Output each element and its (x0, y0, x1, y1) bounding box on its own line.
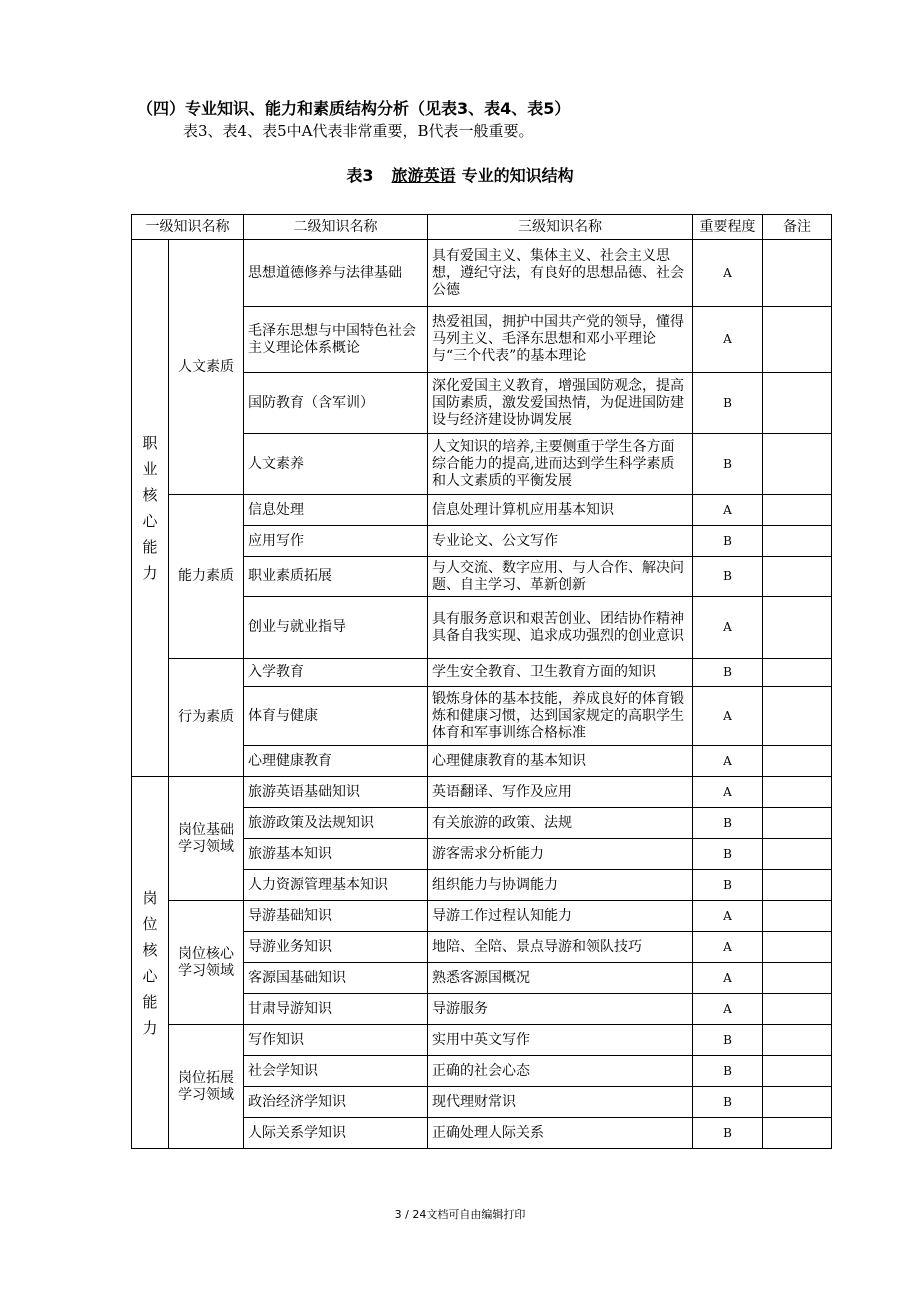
knowledge-description: 英语翻译、写作及应用 (428, 777, 693, 808)
knowledge-name: 入学教育 (244, 659, 428, 687)
knowledge-name: 信息处理 (244, 495, 428, 526)
remark-cell (763, 373, 832, 434)
knowledge-name: 客源国基础知识 (244, 963, 428, 994)
table-body (132, 240, 832, 1149)
knowledge-name: 旅游基本知识 (244, 839, 428, 870)
importance-note: 表3、表4、表5中A代表非常重要，B代表一般重要。 (183, 122, 534, 140)
remark-cell (763, 963, 832, 994)
knowledge-description: 热爱祖国，拥护中国共产党的领导，懂得马列主义、毛泽东思想和邓小平理论与“三个代表”的基本理论 (428, 307, 693, 373)
section-heading: （四）专业知识、能力和素质结构分析（见表3、表4、表5） (137, 99, 571, 118)
knowledge-name: 人力资源管理基本知识 (244, 870, 428, 901)
level1-label: 职业核心能力 (142, 434, 158, 582)
knowledge-name: 旅游英语基础知识 (244, 777, 428, 808)
table-header-row (132, 215, 832, 240)
remark-cell (763, 777, 832, 808)
importance-level: B (693, 526, 763, 557)
importance-level: A (693, 597, 763, 659)
importance-level: A (693, 963, 763, 994)
knowledge-name: 心理健康教育 (244, 746, 428, 777)
level2-category: 行为素质 (169, 659, 244, 777)
caption-suffix: 专业的知识结构 (461, 166, 574, 185)
knowledge-name: 应用写作 (244, 526, 428, 557)
remark-cell (763, 526, 832, 557)
knowledge-description: 正确的社会心态 (428, 1056, 693, 1087)
table-row (132, 659, 832, 687)
caption-major-name: 旅游英语 (391, 166, 456, 185)
caption-prefix: 表3 (346, 166, 374, 185)
knowledge-name: 毛泽东思想与中国特色社会主义理论体系概论 (244, 307, 428, 373)
knowledge-description: 正确处理人际关系 (428, 1118, 693, 1149)
importance-level: B (693, 1118, 763, 1149)
knowledge-name: 旅游政策及法规知识 (244, 808, 428, 839)
header-level3: 三级知识名称 (428, 215, 693, 240)
remark-cell (763, 557, 832, 597)
remark-cell (763, 659, 832, 687)
knowledge-name: 人际关系学知识 (244, 1118, 428, 1149)
remark-cell (763, 307, 832, 373)
table-caption (0, 163, 920, 186)
remark-cell (763, 1087, 832, 1118)
knowledge-description: 现代理财常识 (428, 1087, 693, 1118)
importance-level: B (693, 1056, 763, 1087)
level1-label: 岗位核心能力 (142, 888, 158, 1037)
knowledge-name: 社会学知识 (244, 1056, 428, 1087)
level1-cell (132, 240, 169, 777)
knowledge-description: 心理健康教育的基本知识 (428, 746, 693, 777)
table-row (132, 240, 832, 307)
knowledge-name: 导游业务知识 (244, 932, 428, 963)
importance-level: B (693, 659, 763, 687)
importance-level: B (693, 870, 763, 901)
knowledge-description: 信息处理计算机应用基本知识 (428, 495, 693, 526)
knowledge-name: 甘肃导游知识 (244, 994, 428, 1025)
importance-level: B (693, 373, 763, 434)
remark-cell (763, 1056, 832, 1087)
importance-level: A (693, 240, 763, 307)
knowledge-description: 具有服务意识和艰苦创业、团结协作精神具备自我实现、追求成功强烈的创业意识 (428, 597, 693, 659)
knowledge-structure-table (131, 214, 832, 1149)
importance-level: A (693, 307, 763, 373)
importance-level: A (693, 994, 763, 1025)
importance-level: B (693, 1025, 763, 1056)
knowledge-name: 政治经济学知识 (244, 1087, 428, 1118)
importance-level: A (693, 777, 763, 808)
knowledge-name: 导游基础知识 (244, 901, 428, 932)
importance-level: B (693, 1087, 763, 1118)
remark-cell (763, 746, 832, 777)
importance-level: A (693, 495, 763, 526)
remark-cell (763, 994, 832, 1025)
knowledge-description: 锻炼身体的基本技能，养成良好的体育锻炼和健康习惯，达到国家规定的高职学生体育和军事训练合格标准 (428, 687, 693, 746)
knowledge-description: 游客需求分析能力 (428, 839, 693, 870)
knowledge-name: 人文素养 (244, 434, 428, 495)
importance-level: B (693, 557, 763, 597)
knowledge-name: 国防教育（含军训） (244, 373, 428, 434)
remark-cell (763, 870, 832, 901)
remark-cell (763, 932, 832, 963)
header-level1: 一级知识名称 (132, 215, 244, 240)
knowledge-description: 具有爱国主义、集体主义、社会主义思想，遵纪守法，有良好的思想品德、社会公德 (428, 240, 693, 307)
knowledge-description: 导游工作过程认知能力 (428, 901, 693, 932)
importance-level: A (693, 901, 763, 932)
knowledge-description: 熟悉客源国概况 (428, 963, 693, 994)
header-remark: 备注 (763, 215, 832, 240)
importance-level: B (693, 808, 763, 839)
level2-category: 岗位拓展学习领域 (169, 1025, 244, 1149)
knowledge-name: 体育与健康 (244, 687, 428, 746)
knowledge-description: 深化爱国主义教育，增强国防观念，提高国防素质，激发爱国热情，为促进国防建设与经济建设协调发展 (428, 373, 693, 434)
knowledge-description: 与人交流、数字应用、与人合作、解决问题、自主学习、革新创新 (428, 557, 693, 597)
knowledge-name: 创业与就业指导 (244, 597, 428, 659)
remark-cell (763, 808, 832, 839)
knowledge-description: 专业论文、公文写作 (428, 526, 693, 557)
knowledge-name: 职业素质拓展 (244, 557, 428, 597)
knowledge-description: 组织能力与协调能力 (428, 870, 693, 901)
knowledge-description: 人文知识的培养,主要侧重于学生各方面综合能力的提高,进而达到学生科学素质和人文素质的平衡发展 (428, 434, 693, 495)
remark-cell (763, 1118, 832, 1149)
remark-cell (763, 901, 832, 932)
knowledge-name: 思想道德修养与法律基础 (244, 240, 428, 307)
page-footer: 3 / 24文档可自由编辑打印 (394, 1208, 526, 1221)
remark-cell (763, 495, 832, 526)
level2-category: 人文素质 (169, 240, 244, 495)
header-level2: 二级知识名称 (244, 215, 428, 240)
knowledge-description: 有关旅游的政策、法规 (428, 808, 693, 839)
remark-cell (763, 597, 832, 659)
remark-cell (763, 839, 832, 870)
header-importance: 重要程度 (693, 215, 763, 240)
importance-level: A (693, 687, 763, 746)
importance-level: B (693, 839, 763, 870)
knowledge-name: 写作知识 (244, 1025, 428, 1056)
knowledge-description: 地陪、全陪、景点导游和领队技巧 (428, 932, 693, 963)
table-row (132, 901, 832, 932)
knowledge-description: 导游服务 (428, 994, 693, 1025)
remark-cell (763, 434, 832, 495)
knowledge-description: 实用中英文写作 (428, 1025, 693, 1056)
level2-category: 能力素质 (169, 495, 244, 659)
table-row (132, 495, 832, 526)
table-row (132, 1025, 832, 1056)
remark-cell (763, 687, 832, 746)
level1-cell (132, 777, 169, 1149)
remark-cell (763, 1025, 832, 1056)
knowledge-description: 学生安全教育、卫生教育方面的知识 (428, 659, 693, 687)
importance-level: A (693, 932, 763, 963)
level2-category: 岗位核心学习领域 (169, 901, 244, 1025)
remark-cell (763, 240, 832, 307)
level2-category: 岗位基础学习领域 (169, 777, 244, 901)
importance-level: A (693, 746, 763, 777)
importance-level: B (693, 434, 763, 495)
table-row (132, 777, 832, 808)
